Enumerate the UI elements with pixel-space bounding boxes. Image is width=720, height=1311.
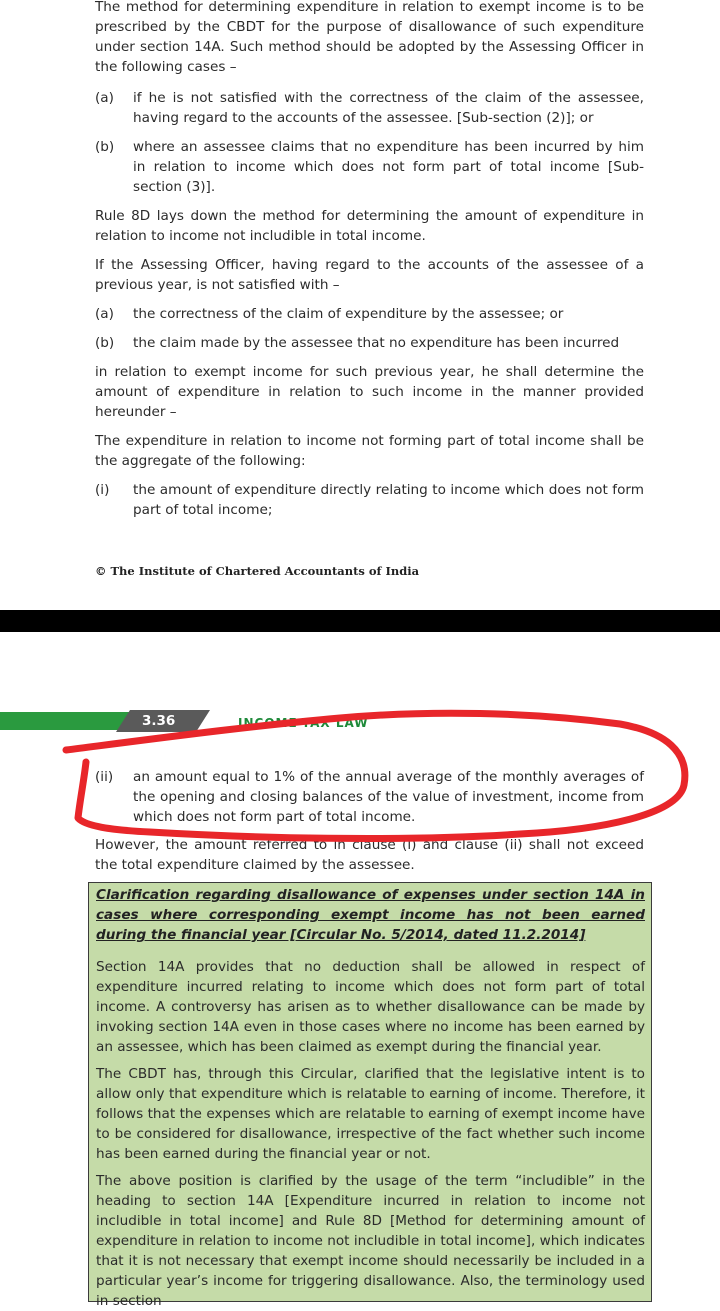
- list-text: where an assessee claims that no expenditure has been incurred by him in relation to income which does not form part of total income [Sub-section (3)].: [133, 139, 644, 195]
- list-text: if he is not satisfied with the correctness of the claim of the assessee, having regard to the accounts of the assessee. [Sub-section (2)]; or: [133, 90, 644, 126]
- paragraph-aggregate: The expenditure in relation to income not forming part of total income shall be the aggregate of the following:: [95, 433, 644, 469]
- list-item-b: [95, 137, 644, 197]
- clarification-box: [88, 882, 652, 1309]
- chapter-banner: [0, 710, 240, 732]
- page-separator: [0, 610, 720, 632]
- page-footer-copyright: © The Institute of Chartered Accountants of India: [95, 564, 420, 578]
- list-text: the correctness of the claim of expenditure by the assessee; or: [133, 306, 564, 322]
- list-item-ii: [95, 767, 644, 827]
- page-top: [0, 0, 720, 610]
- list-label: (a): [95, 90, 114, 106]
- clarification-paragraph-3: The above position is clarified by the usage of the term “includible” in the heading to section 14A [Expenditure incurred in relation to income not includible in total income] and Rule 8D [Method for determining amount of expenditure in relation to income not includible in total income], which indicates that it is not necessary that exempt income should necessarily be included in a particular year’s income for triggering disallowance. Also, the terminology used in section: [96, 1173, 645, 1309]
- clarification-title: Clarification regarding disallowance of expenses under section 14A in cases where corresponding exempt income has not been earned during the financial year [Circular No. 5/2014, dated 11.2.2014]: [96, 887, 645, 943]
- page-number: 3.36: [142, 713, 176, 729]
- list-label: (i): [95, 482, 110, 498]
- paragraph-however: However, the amount referred to in clause (i) and clause (ii) shall not exceed the total expenditure claimed by the assessee.: [95, 837, 644, 873]
- list-label: (b): [95, 139, 115, 155]
- list-item-condition-a: [95, 304, 644, 324]
- list-label: (ii): [95, 769, 114, 785]
- list-item-i: [95, 480, 644, 520]
- list-text: the amount of expenditure directly relating to income which does not form part of total income;: [133, 482, 644, 518]
- list-item-condition-b: [95, 333, 644, 353]
- list-label: (b): [95, 335, 115, 351]
- running-head: INCOME-TAX LAW: [238, 716, 369, 730]
- list-label: (a): [95, 306, 114, 322]
- list-item-a: [95, 88, 644, 128]
- paragraph-rule-8d: Rule 8D lays down the method for determining the amount of expenditure in relation to income not includible in total income.: [95, 208, 644, 244]
- clarification-paragraph-2: The CBDT has, through this Circular, clarified that the legislative intent is to allow only that expenditure which is relatable to earning of income. Therefore, it follows that the expenses which are relatable to earning of exempt income have to be considered for disallowance, irrespective of the fact whether such income has been earned during the financial year or not.: [96, 1066, 645, 1162]
- list-text: the claim made by the assessee that no expenditure has been incurred: [133, 335, 620, 351]
- paragraph-exempt-income: in relation to exempt income for such previous year, he shall determine the amount of expenditure in relation to such income in the manner provided hereunder –: [95, 364, 644, 420]
- paragraph-assessing-officer: If the Assessing Officer, having regard to the accounts of the assessee of a previous year, is not satisfied with –: [95, 257, 644, 293]
- list-text: an amount equal to 1% of the annual average of the monthly averages of the opening and closing balances of the value of investment, income from which does not form part of total income.: [133, 769, 644, 825]
- clarification-paragraph-1: Section 14A provides that no deduction shall be allowed in respect of expenditure incurred relating to income which does not form part of total income. A controversy has arisen as to whether disallowance can be made by invoking section 14A even in those cases where no income has been earned by an assessee, which has been claimed as exempt during the financial year.: [96, 959, 645, 1055]
- paragraph-method: The method for determining expenditure in relation to exempt income is to be prescribed by the CBDT for the purpose of disallowance of such expenditure under section 14A. Such method should be adopted by the Assessing Officer in the following cases –: [95, 0, 644, 75]
